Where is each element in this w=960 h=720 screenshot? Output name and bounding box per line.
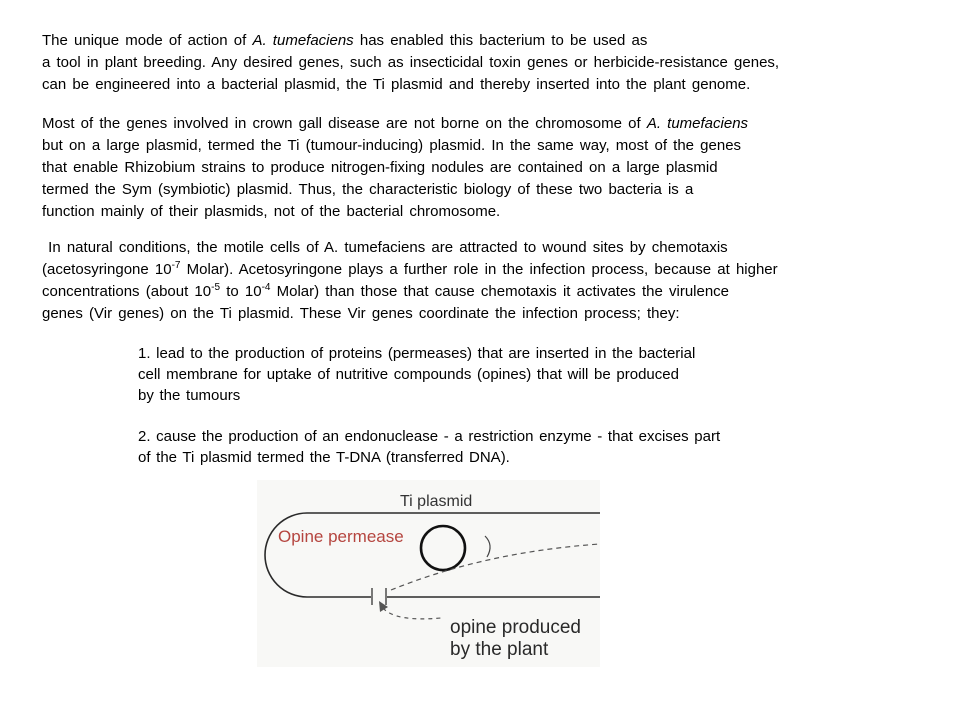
list-item-1-line-2: cell membrane for uptake of nutritive compounds (opines) that will be produced xyxy=(138,366,679,383)
list-item xyxy=(138,343,695,406)
infection-line-1: In natural conditions, the motile cells of A. tumefaciens are attracted to wound sites by chemotaxis xyxy=(42,239,728,256)
infection-line-2 xyxy=(42,259,778,281)
ti-plasmid-label: Ti plasmid xyxy=(400,493,473,510)
infection-line-4: genes (Vir genes) on the Ti plasmid. These Vir genes coordinate the infection process; they: xyxy=(42,305,680,322)
plasmids-line-1-text: Most of the genes involved in crown gall disease are not borne on the chromosome of xyxy=(42,115,647,132)
intro-line-3: can be engineered into a bacterial plasmid, the Ti plasmid and thereby inserted into the plant genome. xyxy=(42,76,751,93)
list-item-2-line-1: 2. cause the production of an endonuclease - a restriction enzyme - that excises part xyxy=(138,428,721,445)
intro-species-name: A. tumefaciens xyxy=(252,32,354,49)
infection-line-3-text-a: concentrations (about 10 xyxy=(42,283,212,300)
plasmids-line-3: that enable Rhizobium strains to produce nitrogen-fixing nodules are contained on a large plasmid xyxy=(42,159,718,176)
intro-paragraph xyxy=(42,30,779,96)
by-the-plant-label: by the plant xyxy=(450,639,549,660)
exponent-upper: -4 xyxy=(261,282,271,293)
list-item xyxy=(138,426,720,468)
exponent-lower: -5 xyxy=(211,282,221,293)
list-item-1-line-3: by the tumours xyxy=(138,387,241,404)
plasmids-line-1 xyxy=(42,113,748,135)
list-item-1-line-1: 1. lead to the production of proteins (permeases) that are inserted in the bacterial xyxy=(138,345,696,362)
infection-line-3-text-b: to 10 xyxy=(220,283,262,300)
intro-line-1 xyxy=(42,30,779,52)
list-item-2-line-2: of the Ti plasmid termed the T-DNA (transferred DNA). xyxy=(138,449,510,466)
infection-line-2-text-b: Molar). Acetosyringone plays a further role in the infection process, because at higher xyxy=(180,261,778,278)
ti-plasmid-diagram xyxy=(257,480,600,667)
exponent-chemotaxis: -7 xyxy=(171,260,181,271)
infection-line-3 xyxy=(42,281,778,303)
infection-line-3-text-c: Molar) than those that cause chemotaxis it activates the virulence xyxy=(270,283,730,300)
opine-produced-label: opine produced xyxy=(450,617,581,638)
infection-line-2-text-a: (acetosyringone 10 xyxy=(42,261,172,278)
plasmids-line-4: termed the Sym (symbiotic) plasmid. Thus, the characteristic biology of these two bacteria is a xyxy=(42,181,694,198)
plasmids-line-2: but on a large plasmid, termed the Ti (tumour-inducing) plasmid. In the same way, most of the genes xyxy=(42,137,742,154)
plasmids-species-name: A. tumefaciens xyxy=(646,115,749,132)
opine-permease-label: Opine permease xyxy=(278,527,404,546)
infection-paragraph xyxy=(42,237,778,325)
plasmids-paragraph xyxy=(42,113,748,223)
intro-line-2: a tool in plant breeding. Any desired genes, such as insecticidal toxin genes or herbicide-resistance genes, xyxy=(42,54,780,71)
intro-line-1-text-a: The unique mode of action of xyxy=(42,32,253,49)
intro-line-1-text-b: has enabled this bacterium to be used as xyxy=(353,32,648,49)
plasmids-line-5: function mainly of their plasmids, not of the bacterial chromosome. xyxy=(42,203,501,220)
